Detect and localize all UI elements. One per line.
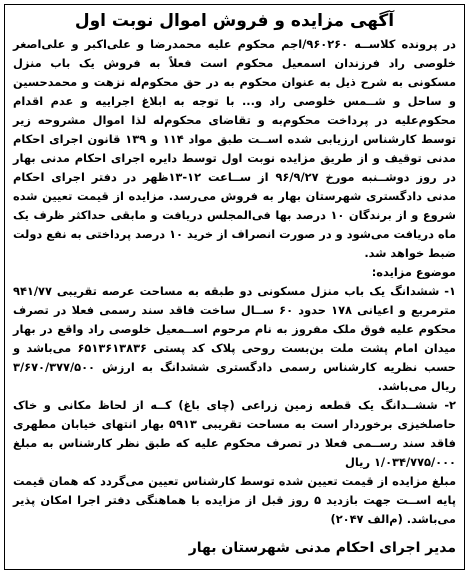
notice-intro: در پرونده کلاســه ۹۶۰۲۶۰/اجم محکوم علیه محمدرضا و علی‌اکبر و علی‌اصغر خلوصی راد فرزندان اسمعیل محکوم است فعلاً به فروش یک باب منزل مسکونی به شرح ذیل به عنوان محکوم به در حق محکوم‌له نزهت و محمدحسین و ساحل و شــمس خلوصی راد و... با توجه به ابلاغ اجراییه و عدم اقدام محکوم‌علیه در پرداخت محکوم‌به و تقاضای محکوم‌له لذا اموال مشروحه زیر توسط کارشناس ارزیابی شده اســت طبق مواد ۱۱۴ و ۱۳۹ قانون اجرای احکام مدنی توقیف و از طریق مزایده نوبت اول توسط دایره اجرای احکام مدنی بهار در روز دوشــنبه مورخ ۹۶/۹/۲۷ از ســاعت ۱۲-۱۳ظهر در دفتر اجرای احکام مدنی دادگستری شهرستان بهار به فروش می‌رسد. مزایده از قیمت تعیین شده شروع و از برندگان ۱۰ درصد بها فی‌المجلس دریافت و مابقی حداکثر ظرف یک ماه دریافت می‌شود و در صورت انصراف از خرید ۱۰ درصد پرداختی به نفع دولت ضبط خواهد شد. [13,37,457,260]
notice-closing: مبلغ مزایده از قیمت تعیین شده توسط کارشناس تعیین می‌گردد که همان قیمت پایه اســت جهت بازدید ۵ روز قبل از مزایده با هماهنگی دفتر اجرا امکان پذیر می‌باشد. (م‌الف ۲۰۴۷) [13,474,456,526]
auction-item-land: ۲- ششــدانگ یک قطعه زمین زراعی (چای باغ) کــه از لحاظ مکانی و خاک حاصلخیزی برخوردار است به مساحت تقریبی ۵۹۱۳ بهار انتهای خیابان مطهری فاقد سند رســمی فعلا در تصرف محکوم علیه که طبق نظر کارشناس به مبلغ ۱/۰۳۴/۷۷۵/۰۰۰ ریال [13,398,456,469]
notice-title: آگهی مزایده و فروش اموال نوبت اول [74,11,395,31]
auction-subject-heading: موضوع مزایده: [371,265,456,279]
notice-signature: مدیر اجرای احکام مدنی شهرستان بهار [188,540,456,556]
auction-item-house: ۱- ششدانگ یک باب منزل مسکونی دو طبقه به مساحت عرصه تقریبی ۹۴۱/۷۷ مترمربع و اعیانی ۱۷۸ حدود ۶۰ ســال ساخت فاقد سند رسمی فعلا در تصرف محکوم علیه فوق ملک مفروز به نام مرحوم اســمعیل خلوصی راد واقع در بهار میدان امام پشت ملت بن‌بست روحی پلاک کد پستی ۶۵۱۳۶۱۳۸۳۶ می‌باشد و حسب نظریه کارشناس رسمی دادگستری ششدانگ به ارزش ۳/۶۷۰/۳۷۷/۵۰۰ ریال می‌باشد. [13,284,456,393]
auction-notice [4,4,465,570]
